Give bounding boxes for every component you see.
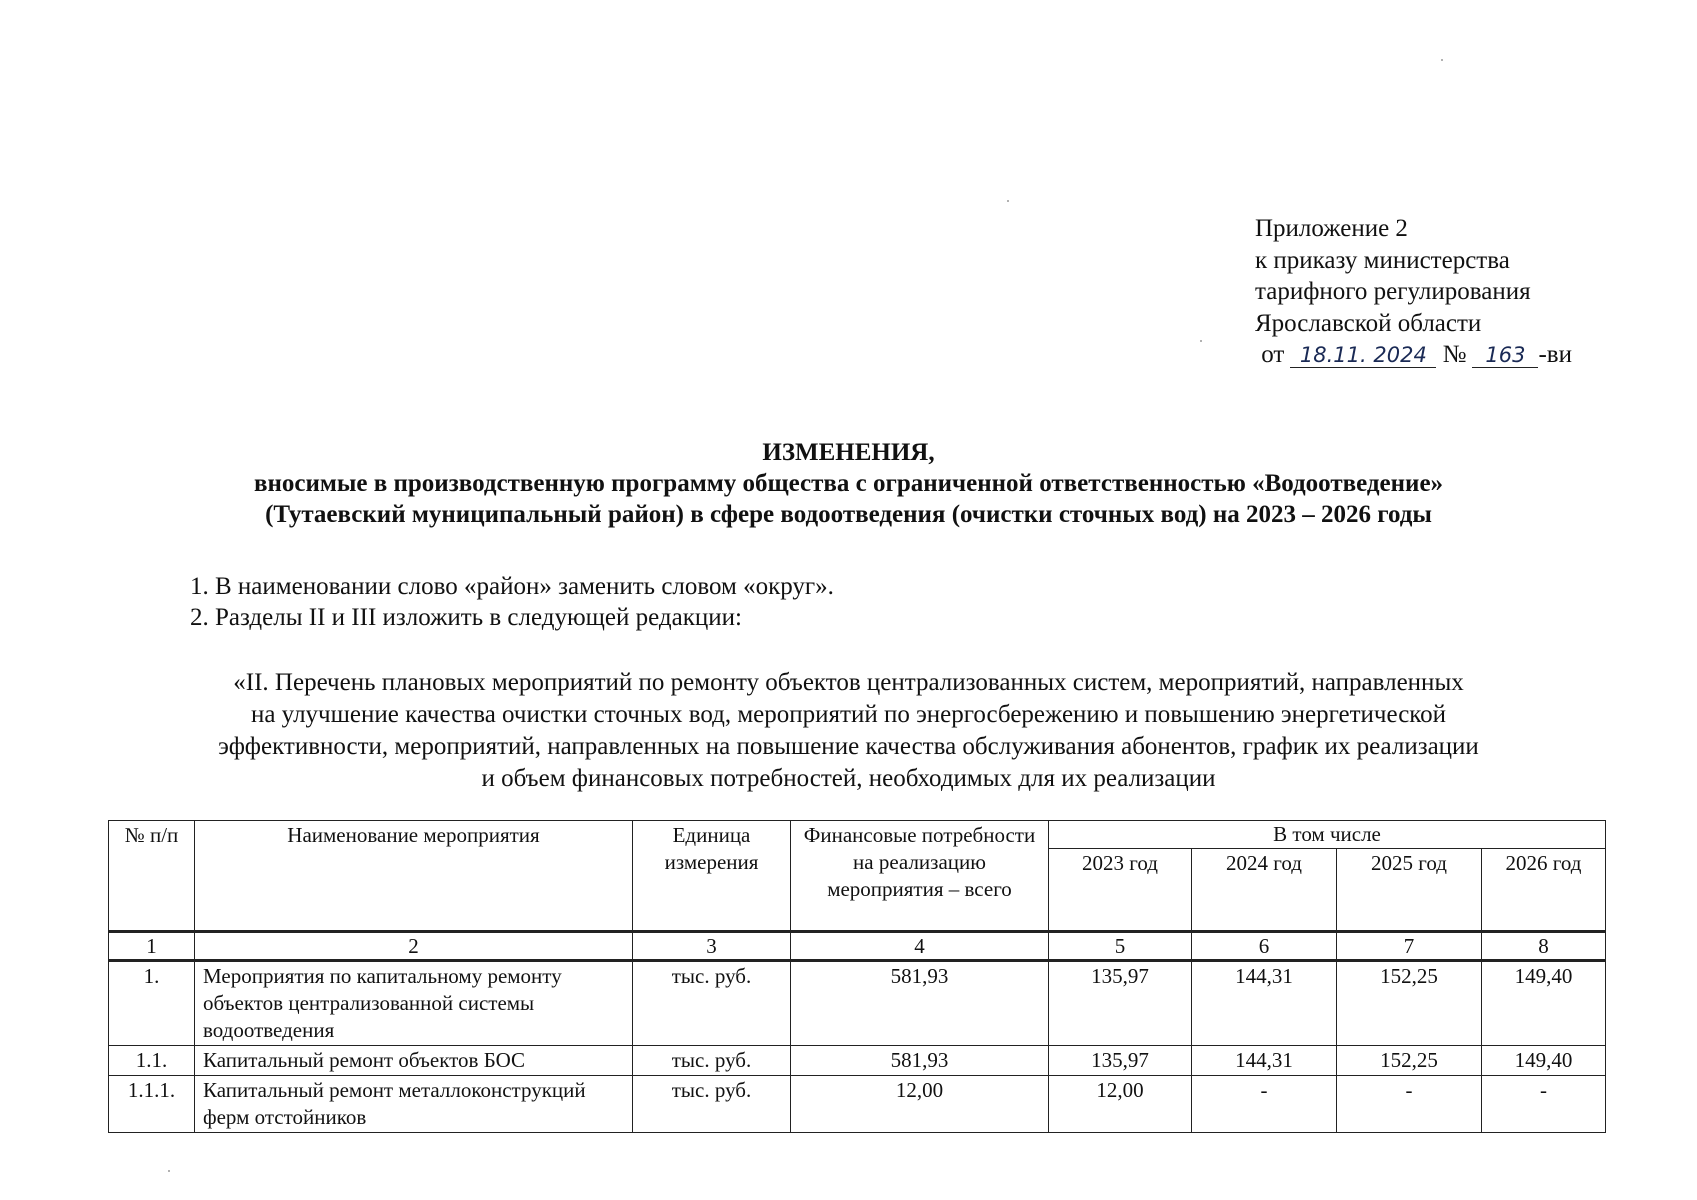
index-cell: 3 <box>633 932 791 961</box>
row-2025: - <box>1337 1076 1482 1133</box>
table-index-row <box>109 932 1606 961</box>
header-year-2025: 2025 год <box>1337 849 1482 932</box>
row-unit: тыс. руб. <box>633 1046 791 1076</box>
row-2025: 152,25 <box>1337 961 1482 1046</box>
header-finance: Финансовые потребности на реализацию мероприятия – всего <box>791 821 1049 932</box>
document-subtitle-2: (Тутаевский муниципальный район) в сфере водоотведения (очистки сточных вод) на 2023 – 2026 годы <box>265 501 1432 528</box>
index-cell: 4 <box>791 932 1049 961</box>
header-year-2026: 2026 год <box>1482 849 1606 932</box>
header-year-2024: 2024 год <box>1192 849 1337 932</box>
table-row <box>109 961 1606 1046</box>
scan-speck <box>168 1170 170 1172</box>
row-2024: - <box>1192 1076 1337 1133</box>
annex-line-2: к приказу министерства <box>1255 246 1510 274</box>
paragraph-2: 2. Разделы II и III изложить в следующей редакции: <box>190 604 742 631</box>
index-cell: 5 <box>1049 932 1192 961</box>
index-cell: 2 <box>195 932 633 961</box>
table-row <box>109 1046 1606 1076</box>
document-subtitle-1: вносимые в производственную программу общества с ограниченной ответственностью «Водоотведение» <box>253 470 1444 497</box>
annex-handwritten-number: 163 <box>1472 343 1538 368</box>
annex-block <box>1255 213 1572 371</box>
header-num: № п/п <box>109 821 195 932</box>
index-cell: 6 <box>1192 932 1337 961</box>
document-title: ИЗМЕНЕНИЯ, <box>762 439 935 466</box>
annex-handwritten-date: 18.11. 2024 <box>1290 343 1436 368</box>
header-unit: Единица измерения <box>633 821 791 932</box>
measures-table <box>108 820 1606 1133</box>
row-2025: 152,25 <box>1337 1046 1482 1076</box>
row-2023: 135,97 <box>1049 1046 1192 1076</box>
index-cell: 8 <box>1482 932 1606 961</box>
section-title-line-3: эффективности, мероприятий, направленных на повышение качества обслуживания абонентов, график их реализации <box>218 733 1479 760</box>
header-including: В том числе <box>1049 821 1606 849</box>
section-title-line-2: на улучшение качества очистки сточных вод, мероприятий по энергосбережению и повышению энергетической <box>250 701 1447 728</box>
scan-speck <box>1441 59 1443 61</box>
annex-number-suffix: -ви <box>1538 341 1572 368</box>
table-header-row-1 <box>109 821 1606 849</box>
annex-from-prefix: от <box>1261 341 1285 368</box>
table-row <box>109 1076 1606 1133</box>
row-2024: 144,31 <box>1192 1046 1337 1076</box>
row-unit: тыс. руб. <box>633 1076 791 1133</box>
section-title-line-1: «II. Перечень плановых мероприятий по ремонту объектов централизованных систем, мероприятий, направленных <box>233 669 1464 696</box>
row-num: 1.1.1. <box>109 1076 195 1133</box>
row-2026: 149,40 <box>1482 1046 1606 1076</box>
annex-line-3: тарифного регулирования <box>1255 278 1531 305</box>
row-2023: 12,00 <box>1049 1076 1192 1133</box>
paragraph-1: 1. В наименовании слово «район» заменить словом «округ». <box>190 573 834 600</box>
row-2026: 149,40 <box>1482 961 1606 1046</box>
annex-number-sign: № <box>1442 341 1467 368</box>
header-name: Наименование мероприятия <box>195 821 633 932</box>
index-cell: 7 <box>1337 932 1482 961</box>
row-name: Капитальный ремонт металлоконструкций ферм отстойников <box>195 1076 633 1133</box>
header-year-2023: 2023 год <box>1049 849 1192 932</box>
annex-line-1: Приложение 2 <box>1255 215 1408 242</box>
scan-speck <box>1200 340 1202 342</box>
scan-speck <box>1007 200 1009 202</box>
section-title-line-4: и объем финансовых потребностей, необходимых для их реализации <box>481 765 1216 792</box>
document-heading <box>0 437 1697 530</box>
row-2026: - <box>1482 1076 1606 1133</box>
row-name: Капитальный ремонт объектов БОС <box>195 1046 633 1076</box>
row-total: 581,93 <box>791 1046 1049 1076</box>
row-unit: тыс. руб. <box>633 961 791 1046</box>
section-title <box>100 667 1597 795</box>
row-num: 1. <box>109 961 195 1046</box>
row-total: 12,00 <box>791 1076 1049 1133</box>
row-2024: 144,31 <box>1192 961 1337 1046</box>
row-total: 581,93 <box>791 961 1049 1046</box>
row-num: 1.1. <box>109 1046 195 1076</box>
annex-line-4: Ярославской области <box>1255 309 1482 337</box>
row-name: Мероприятия по капитальному ремонту объектов централизованной системы водоотведения <box>195 961 633 1046</box>
index-cell: 1 <box>109 932 195 961</box>
annex-date-line <box>1255 339 1572 371</box>
row-2023: 135,97 <box>1049 961 1192 1046</box>
